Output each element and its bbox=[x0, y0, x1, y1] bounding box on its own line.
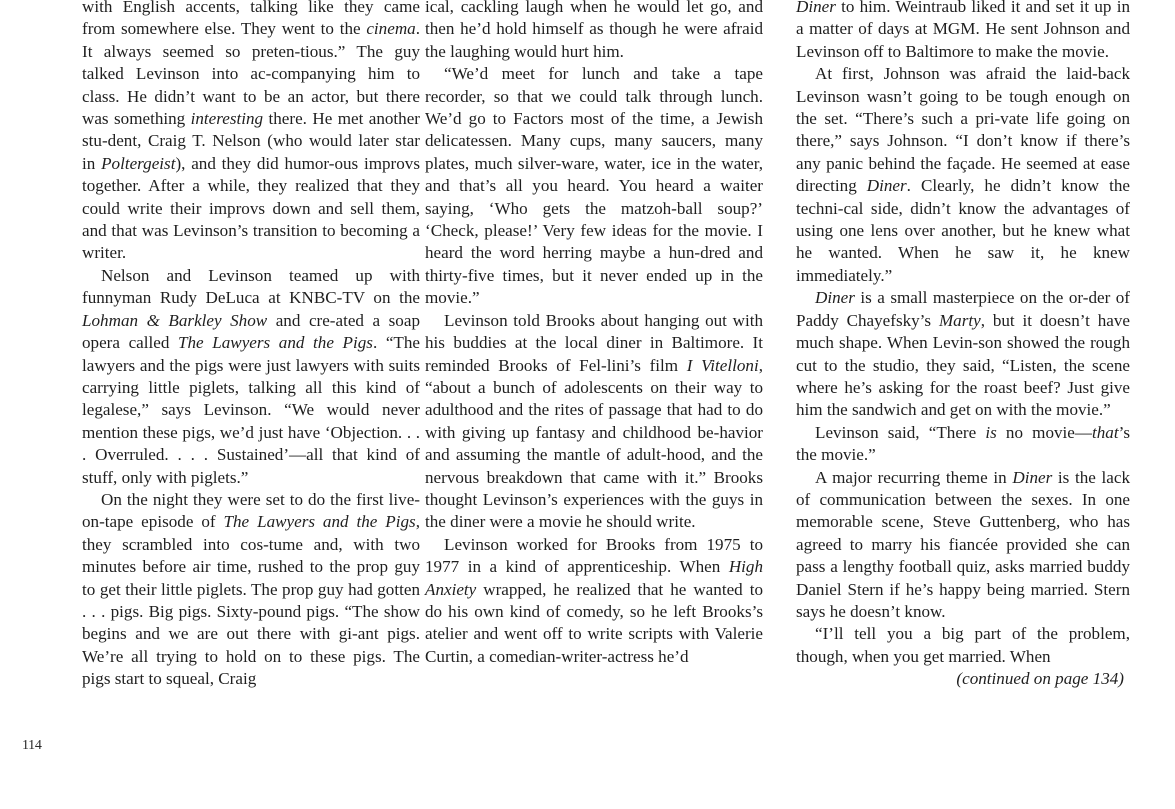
page-number: 114 bbox=[22, 738, 42, 753]
text-run: wrapped, he realized that he wanted to do his own kind of comedy, so he left Brooks’s atelier and went off to write scripts with Valerie Curtin, a comedian-writer-actress he’d bbox=[425, 579, 763, 666]
continued-note: (continued on page 134) bbox=[956, 669, 1124, 689]
italic-run: Diner bbox=[1012, 467, 1053, 487]
text-run: , they scrambled into cos-tume and, with two minutes before air time, rushed to the prop guy to get their little piglets. The prop guy had gotten . . . pigs. Big pigs. Sixty-pound pigs. “The show begins and we are out there with gi-ant pigs. We’re all trying to hold on to these pigs. The pigs start to squeal, Craig bbox=[82, 512, 420, 689]
text-run: there. He met another stu-dent, Craig T. Nelson (who would later star in bbox=[82, 109, 420, 173]
paragraph bbox=[425, 63, 763, 309]
text-run: , “about a bunch of adolescents on their way to adulthood and the rites of passage that had to do with giving up fantasy and childhood be-havior and assuming the mantle of adult-hood, and the nervous breakdown that came with it.” Brooks thought Levinson’s experiences with the guys in the diner were a movie he should write. bbox=[425, 355, 763, 532]
text-run: to him. Weintraub liked it and set it up in a matter of days at MGM. He sent Johnson and Levinson off to Baltimore to make the movie. bbox=[796, 0, 1130, 61]
paragraph bbox=[425, 310, 763, 534]
paragraph bbox=[796, 623, 1130, 668]
text-run: . “The lawyers and the pigs were just lawyers with suits carrying little piglets, talking all this kind of legalese,” says Levinson. “We would never mention these pigs, we’d just have ‘Objection. . . . Overruled. . . . Sustained’—all that kind of stuff, only with piglets.” bbox=[82, 333, 420, 487]
italic-run: The Lawyers and the Pigs bbox=[178, 333, 373, 353]
text-run: “I’ll tell you a big part of the problem, though, when you get married. When bbox=[796, 624, 1130, 666]
paragraph bbox=[425, 534, 763, 668]
text-run: is a small masterpiece on the or-der of Paddy Chayefsky’s bbox=[796, 288, 1130, 330]
text-run: with English accents, talking like they came from somewhere else. They went to the bbox=[82, 0, 420, 39]
paragraph bbox=[796, 0, 1130, 63]
text-run: A major recurring theme in bbox=[815, 467, 1013, 487]
paragraph bbox=[82, 489, 420, 691]
italic-run: Lohman & Barkley Show bbox=[82, 310, 268, 330]
italic-run: I Vitelloni bbox=[686, 355, 759, 375]
text-run: ical, cackling laugh when he would let go, and then he’d hold himself as though he were afraid the laughing would hurt him. bbox=[425, 0, 763, 61]
text-column-2 bbox=[425, 0, 763, 668]
text-run: . It always seemed so preten-tious.” The guy talked Levinson into ac-companying him to class. He didn’t want to be an actor, but there was something bbox=[82, 19, 420, 129]
italic-run: cinema bbox=[366, 19, 416, 39]
text-run: , but it doesn’t have much shape. When Levin-son showed the rough cut to the studio, they said, “Listen, the scene where he’s asking for the roast beef? Just give him the sandwich and get on with the movie.” bbox=[796, 310, 1130, 420]
paragraph bbox=[796, 422, 1130, 467]
text-run: is the lack of communication between the sexes. In one memorable scene, Steve Guttenberg, who has agreed to marry his fiancée provided she can pass a lengthy football quiz, asks married buddy Daniel Stern if he’s happy being married. Stern says he doesn’t know. bbox=[796, 467, 1131, 621]
text-column-3 bbox=[796, 0, 1130, 691]
paragraph bbox=[425, 0, 763, 63]
text-run: . Clearly, he didn’t know the techni-cal side, didn’t know the advantages of using one lens over another, but he knew what he wanted. When he saw it, he knew immediately.” bbox=[796, 176, 1130, 285]
text-run: Levinson told Brooks about hanging out with his buddies at the local diner in Baltimore. It reminded Brooks of Fel-lini’s film bbox=[425, 310, 763, 375]
italic-run: Diner bbox=[815, 288, 855, 308]
paragraph bbox=[82, 0, 420, 265]
paragraph bbox=[82, 265, 420, 489]
text-run: ), and they did humor-ous improvs together. After a while, they realized that they could write their improvs down and sell them, and that was Levinson’s transition to becoming a writer. bbox=[82, 153, 420, 263]
italic-run: High Anxiety bbox=[425, 557, 763, 599]
italic-run: Marty bbox=[938, 310, 981, 330]
italic-run: Poltergeist bbox=[101, 153, 176, 173]
italic-run: is bbox=[985, 422, 997, 442]
text-column-1 bbox=[82, 0, 420, 691]
text-run: On the night they were set to do the first live-on-tape episode of bbox=[82, 489, 420, 532]
text-run: Levinson said, “There bbox=[815, 422, 986, 442]
text-run: and cre-ated a soap opera called bbox=[82, 310, 420, 353]
paragraph bbox=[796, 467, 1130, 624]
italic-run: Diner bbox=[866, 176, 907, 196]
italic-run: The Lawyers and the Pigs bbox=[223, 512, 416, 532]
text-run: Levinson worked for Brooks from 1975 to 1977 in a kind of apprenticeship. When bbox=[425, 534, 763, 577]
italic-run: interesting bbox=[190, 109, 264, 129]
paragraph bbox=[796, 287, 1130, 421]
text-run: ’s the movie.” bbox=[796, 422, 1130, 465]
text-run: Nelson and Levinson teamed up with funnyman Rudy DeLuca at KNBC-TV on the bbox=[82, 265, 420, 308]
italic-run: Diner bbox=[796, 0, 836, 16]
text-run: At first, Johnson was afraid the laid-back Levinson wasn’t going to be tough enough on the set. “There’s such a pri-vate life going on there,” says Johnson. “I don’t know if there’s any panic behind the façade. He seemed at ease directing bbox=[796, 64, 1130, 196]
paragraph bbox=[796, 63, 1130, 287]
text-run: no movie— bbox=[996, 422, 1092, 442]
text-run: “We’d meet for lunch and take a tape recorder, so that we could talk through lunch. We’d go to Factors most of the time, a Jewish delicatessen. Many cups, many saucers, many plates, much silver-ware, water, ice in the water, and that’s all you heard. You heard a waiter saying, ‘Who gets the matzoh-ball soup?’ ‘Check, please!’ Very few ideas for the movie. I heard the word herring maybe a hun-dred and thirty-five times, but it never ended up in the movie.” bbox=[425, 64, 763, 308]
italic-run: that bbox=[1091, 422, 1119, 442]
